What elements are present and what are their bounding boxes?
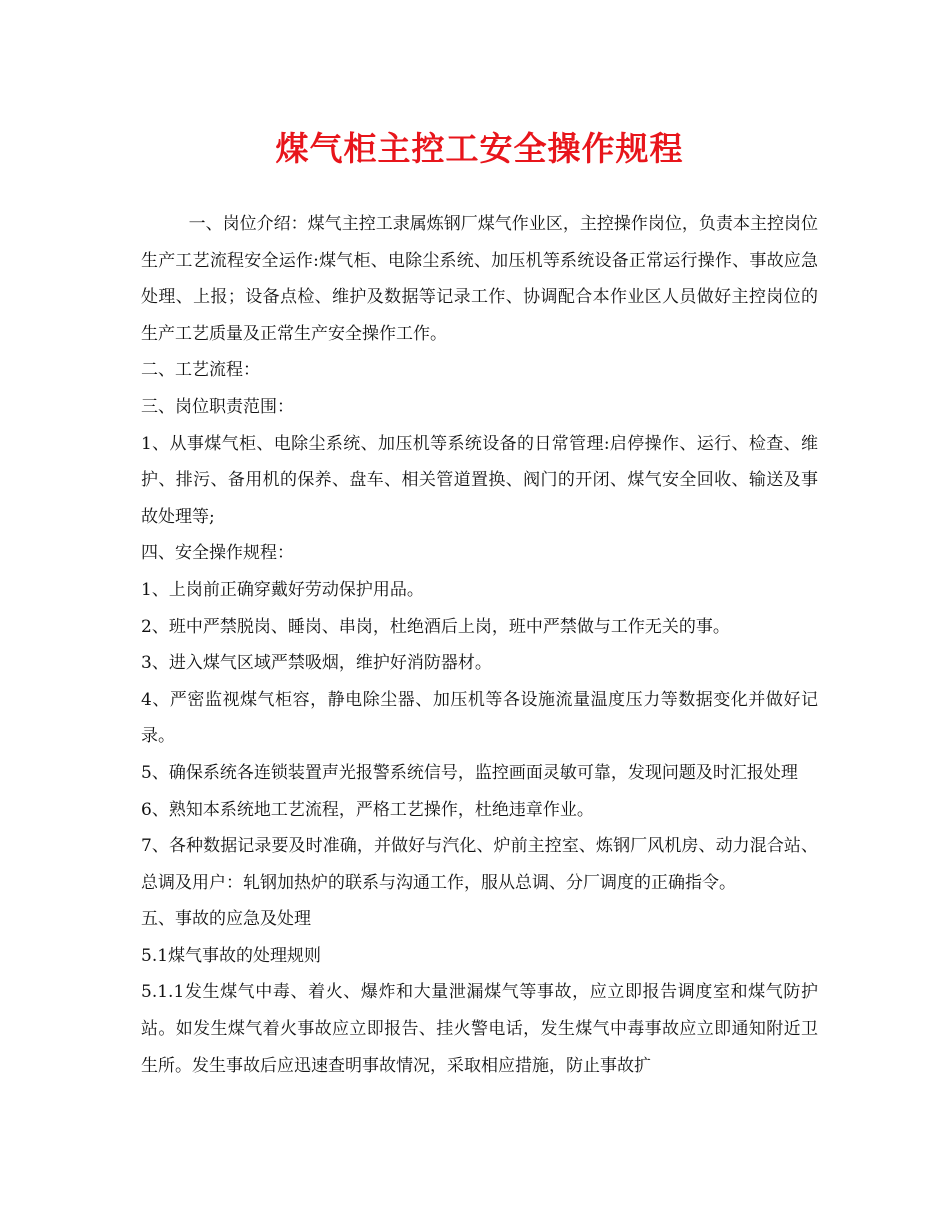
paragraph: 1、上岗前正确穿戴好劳动保护用品。: [141, 579, 424, 600]
document-body: [141, 206, 818, 1084]
paragraph: 5.1.1发生煤气中毒、着火、爆炸和大量泄漏煤气等事故，应立即报告调度室和煤气防护站。如发生煤气着火事故应立即报告、挂火警电话，发生煤气中毒事故应立即通知附近卫生所。发生事故后应迅速查明事故情况，采取相应措施，防止事故扩: [141, 982, 818, 1076]
paragraph: 一、岗位介绍：煤气主控工隶属炼钢厂煤气作业区，主控操作岗位，负责本主控岗位生产工艺流程安全运作:煤气柜、电除尘系统、加压机等系统设备正常运行操作、事故应急处理、上报；设备点检、维护及数据等记录工作、协调配合本作业区人员做好主控岗位的生产工艺质量及正常生产安全操作工作。: [141, 214, 818, 344]
paragraph: 四、安全操作规程：: [141, 543, 294, 564]
paragraph: 1、从事煤气柜、电除尘系统、加压机等系统设备的日常管理:启停操作、运行、检查、维护、排污、备用机的保养、盘车、相关管道置换、阀门的开闭、煤气安全回收、输送及事故处理等;: [141, 433, 818, 527]
paragraph: 7、各种数据记录要及时准确，并做好与汽化、炉前主控室、炼钢厂风机房、动力混合站、总调及用户：轧钢加热炉的联系与沟通工作，服从总调、分厂调度的正确指令。: [141, 836, 818, 893]
paragraph: 三、岗位职责范围：: [141, 396, 294, 417]
paragraph: 2、班中严禁脱岗、睡岗、串岗，杜绝酒后上岗，班中严禁做与工作无关的事。: [141, 616, 730, 637]
paragraph: 4、严密监视煤气柜容，静电除尘器、加压机等各设施流量温度压力等数据变化并做好记录。: [141, 689, 818, 747]
paragraph: 五、事故的应急及处理: [141, 909, 311, 930]
paragraph: 5.1煤气事故的处理规则: [141, 945, 322, 966]
paragraph: 二、工艺流程：: [141, 360, 260, 381]
paragraph: 5、确保系统各连锁装置声光报警系统信号，监控画面灵敏可靠，发现问题及时汇报处理: [141, 762, 798, 783]
paragraph: 3、进入煤气区域严禁吸烟，维护好消防器材。: [141, 653, 492, 674]
page-title: 煤气柜主控工安全操作规程: [275, 129, 684, 168]
paragraph: 6、熟知本系统地工艺流程，严格工艺操作，杜绝违章作业。: [141, 799, 594, 820]
